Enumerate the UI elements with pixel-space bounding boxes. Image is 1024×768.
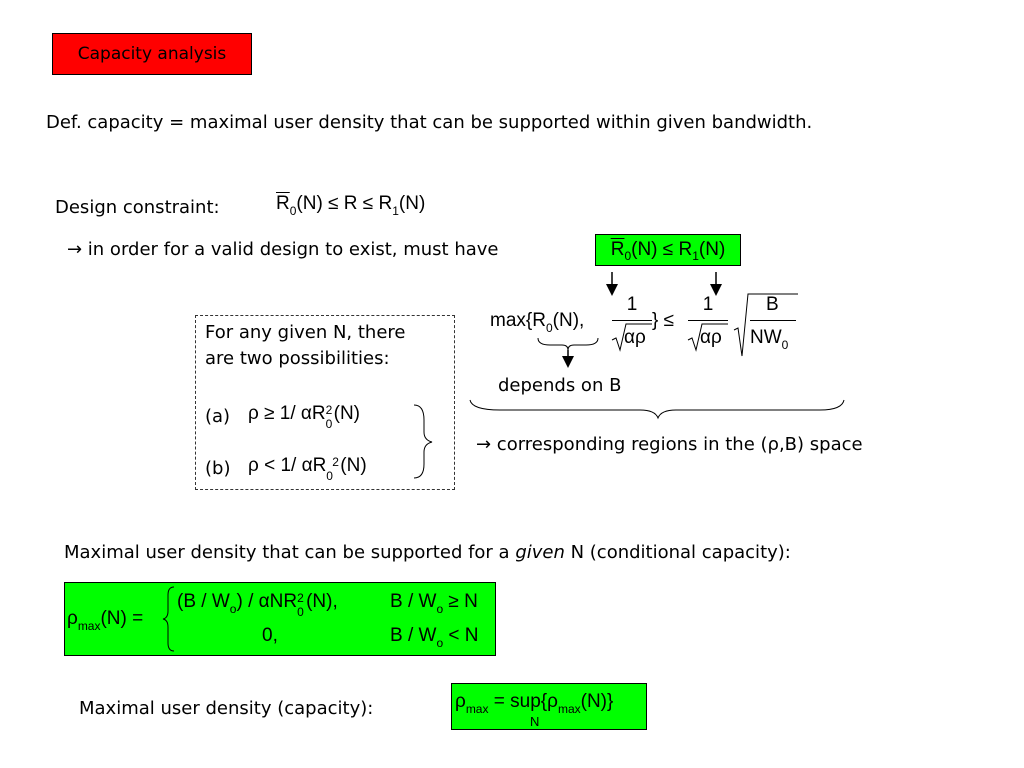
rho-max-lhs: $\rho_{max}(N)$ =	[67, 608, 144, 633]
possibilities-line1: For any given N, there	[205, 322, 406, 343]
capacity-equation: $\rho_{max} = sup\{\rho_{max}(N)\}$	[455, 691, 614, 716]
frac1-line	[612, 320, 652, 321]
small-brace	[538, 338, 598, 350]
slide-title: Capacity analysis	[52, 33, 252, 75]
frac3-num: B	[766, 294, 779, 315]
piecewise-row1-left: $(B / W_o)$ / αNR 2 0 (N),	[177, 591, 338, 619]
depends-on-text: depends on B	[498, 375, 622, 396]
frac1-num: 1	[626, 294, 638, 315]
valid-design-text: → in order for a valid design to exist, must have	[67, 239, 499, 260]
piecewise-row1-right: $B / W_o \ge N$	[390, 591, 478, 616]
large-brace	[470, 400, 844, 418]
max-close: } ≤	[652, 310, 675, 331]
frac2-den: αρ	[700, 327, 722, 348]
design-constraint-equation: $\overline{R}_0(N) \le R \le R_1(N)$	[276, 193, 426, 218]
possibility-b-label: (b)	[205, 458, 231, 479]
frac3-den: $NW_0$	[750, 327, 789, 352]
design-constraint-label: Design constraint:	[55, 197, 220, 218]
max-equation-left: $\max\{R_0(N)$,	[490, 310, 585, 335]
conditional-capacity-text: Maximal user density that can be supported for a given N (conditional capacity):	[64, 542, 791, 563]
capacity-text: Maximal user density (capacity):	[79, 698, 374, 719]
possibilities-line2: are two possibilities:	[205, 348, 390, 369]
piecewise-row2-left: 0,	[262, 625, 278, 646]
frac2-line	[688, 320, 728, 321]
possibility-a-equation: ρ ≥ 1/ αR 2 0 (N)	[248, 403, 361, 431]
capacity-under-n: N	[530, 714, 540, 729]
regions-text: → corresponding regions in the (ρ,B) space	[476, 434, 863, 455]
frac2-num: 1	[702, 294, 714, 315]
frac3-line	[750, 320, 796, 321]
frac1-den: αρ	[624, 327, 646, 348]
definition-text: Def. capacity = maximal user density that can be supported within given bandwidth.	[46, 112, 813, 133]
piecewise-row2-right: $B / W_o < N$	[390, 625, 479, 650]
possibility-b-equation: ρ < 1/ αR 2 0 (N)	[248, 455, 367, 483]
valid-design-equation: $\overline{R}$ 0 (N) ≤ R 1 (N)	[595, 234, 741, 266]
possibility-a-label: (a)	[205, 406, 231, 427]
